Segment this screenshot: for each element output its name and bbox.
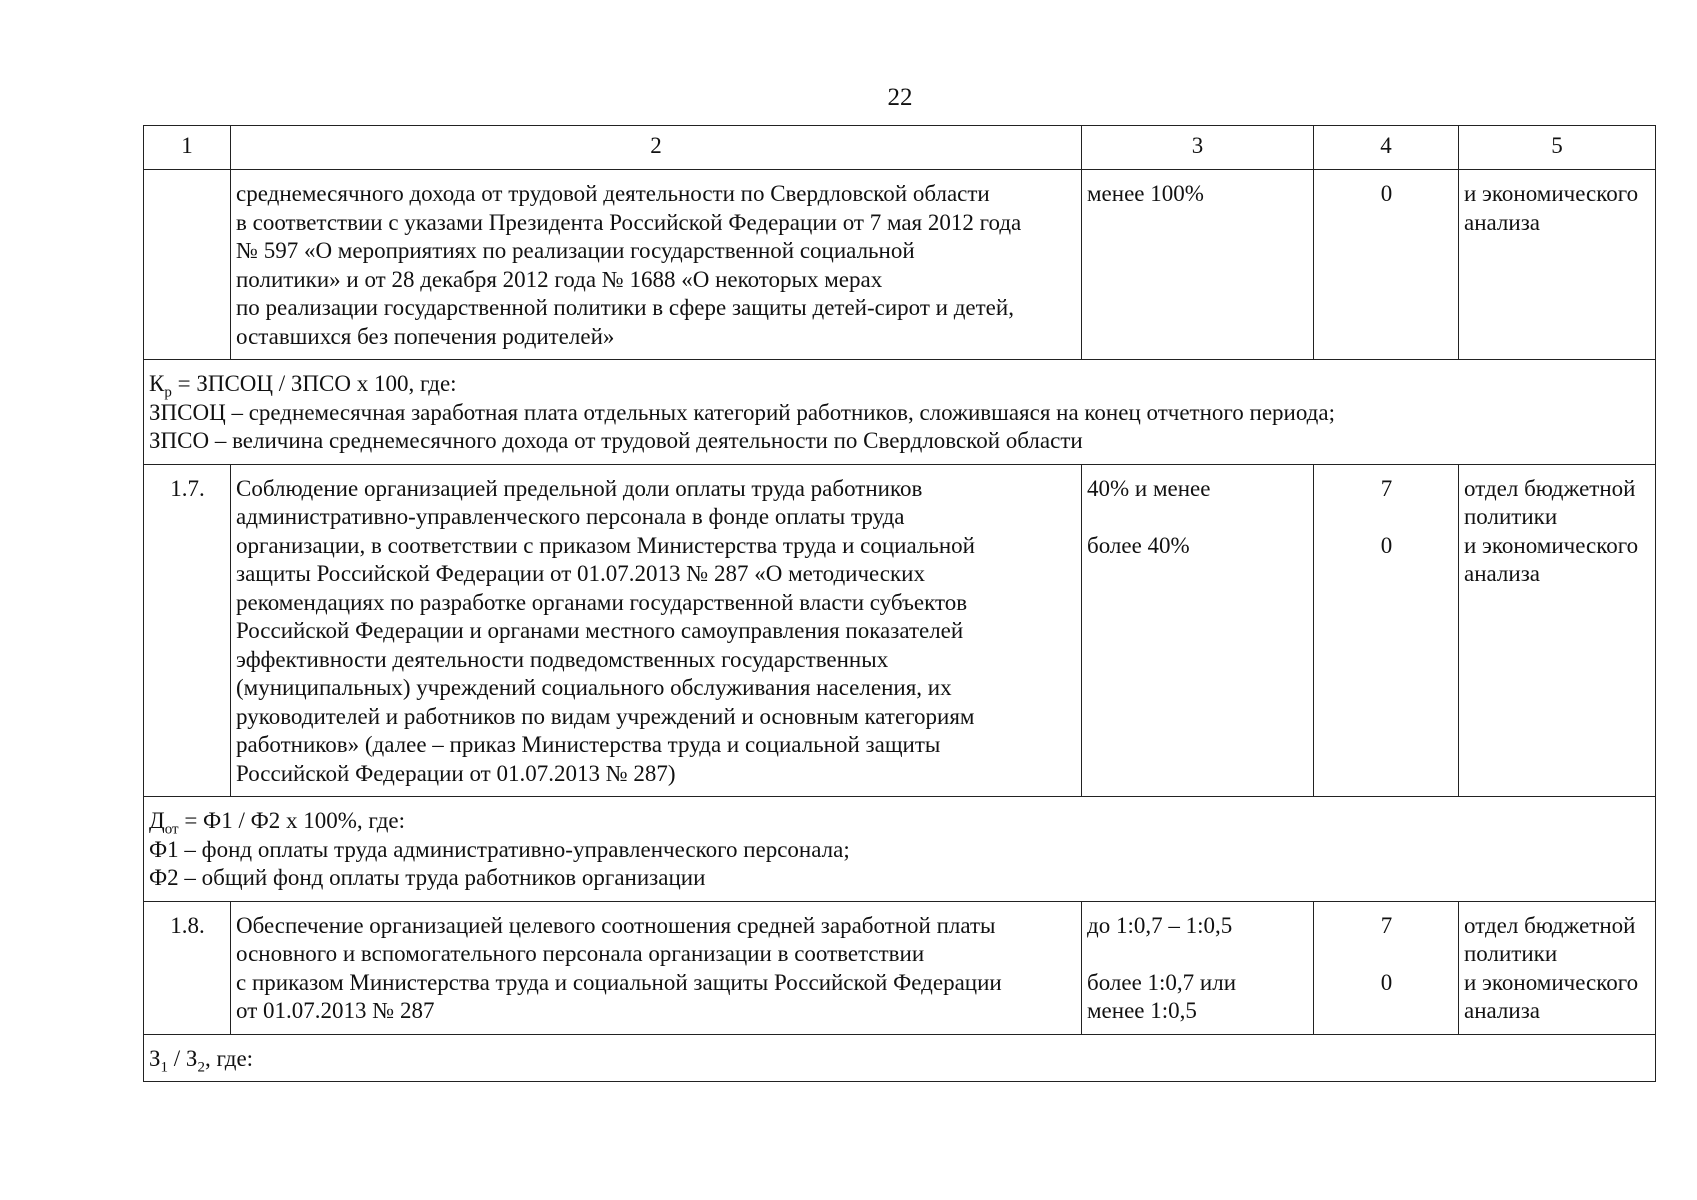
- criteria-table: [143, 125, 1656, 1082]
- formula-dot: [144, 797, 1656, 902]
- formula-symbol: Д: [149, 808, 165, 833]
- formula-subscript: р: [164, 384, 172, 401]
- row-number: 1.7.: [144, 464, 231, 797]
- table-row-continuation: [144, 170, 1656, 360]
- description-line: от 01.07.2013 № 287: [236, 998, 435, 1023]
- responsible-line: анализа: [1464, 209, 1541, 235]
- criteria-value: до 1:0,7 – 1:0,5: [1087, 912, 1233, 938]
- responsible-line: политики: [1464, 504, 1558, 529]
- description-line: административно-управленческого персонала в фонде оплаты труда: [236, 504, 905, 529]
- criteria-value: более 1:0,7 или: [1087, 969, 1237, 995]
- responsible-line: политики: [1464, 941, 1558, 966]
- formula-subscript: 2: [197, 1059, 205, 1076]
- row-number: 1.8.: [144, 901, 231, 1034]
- header-col-1: 1: [144, 126, 231, 170]
- row-description: [231, 170, 1082, 360]
- formula-z: [144, 1034, 1656, 1082]
- score-value: 7: [1380, 912, 1393, 938]
- formula-definition: Ф2 – общий фонд оплаты труда работников организации: [149, 865, 706, 890]
- page-number: 22: [887, 84, 913, 111]
- responsible-line: анализа: [1464, 561, 1541, 586]
- row-criteria: [1082, 901, 1314, 1034]
- formula-line: [149, 370, 1651, 399]
- description-line: Обеспечение организацией целевого соотношения средней заработной платы: [236, 912, 996, 938]
- responsible-line: отдел бюджетной: [1464, 912, 1636, 938]
- row-description: [231, 901, 1082, 1034]
- description-line: работников» (далее – приказ Министерства труда и социальной защиты: [236, 732, 941, 757]
- formula-line: [149, 807, 1651, 836]
- criteria-value: менее 1:0,5: [1087, 998, 1197, 1023]
- formula-expression: , где:: [204, 1045, 254, 1071]
- row-responsible: [1459, 901, 1656, 1034]
- row-criteria: [1082, 170, 1314, 360]
- score-value: 0: [1380, 181, 1393, 206]
- row-responsible: [1459, 464, 1656, 797]
- description-line: среднемесячного дохода от трудовой деятельности по Свердловской области: [236, 181, 990, 206]
- criteria-value: менее 100%: [1087, 181, 1204, 206]
- description-line: № 597 «О мероприятиях по реализации государственной социальной: [236, 238, 915, 263]
- description-line: руководителей и работников по видам учреждений и основным категориям: [236, 703, 975, 729]
- formula-definition: ЗПСО – величина среднемесячного дохода от трудовой деятельности по Свердловской области: [149, 428, 1083, 453]
- description-line: в соответствии с указами Президента Российской Федерации от 7 мая 2012 года: [236, 209, 1022, 235]
- score-value: 0: [1380, 532, 1393, 558]
- formula-symbol: К: [149, 371, 165, 396]
- formula-row-z: [144, 1034, 1656, 1082]
- responsible-line: отдел бюджетной: [1464, 475, 1636, 501]
- header-col-5: 5: [1459, 126, 1656, 170]
- row-criteria: [1082, 464, 1314, 797]
- criteria-value: 40% и менее: [1087, 475, 1211, 501]
- formula-symbol: / З: [168, 1045, 198, 1071]
- description-line: основного и вспомогательного персонала организации в соответствии: [236, 941, 925, 966]
- formula-row-kr: [144, 360, 1656, 465]
- responsible-line: и экономического: [1464, 532, 1639, 558]
- formula-subscript: 1: [160, 1059, 169, 1076]
- row-responsible: [1459, 170, 1656, 360]
- description-line: по реализации государственной политики в сфере защиты детей-сирот и детей,: [236, 295, 1014, 320]
- formula-line: [149, 1045, 1651, 1074]
- description-line: оставшихся без попечения родителей»: [236, 323, 615, 349]
- description-line: с приказом Министерства труда и социальной защиты Российской Федерации: [236, 969, 1002, 995]
- table-row-1-7: [144, 464, 1656, 797]
- description-line: политики» и от 28 декабря 2012 года № 1688 «О некоторых мерах: [236, 266, 883, 292]
- formula-expression: = Ф1 / Ф2 x 100%, где:: [178, 808, 406, 833]
- table-row-1-8: [144, 901, 1656, 1034]
- formula-definition: Ф1 – фонд оплаты труда административно-управленческого персонала;: [149, 836, 850, 862]
- score-value: 0: [1380, 969, 1393, 995]
- formula-row-dot: [144, 797, 1656, 902]
- header-col-2: 2: [231, 126, 1082, 170]
- header-col-4: 4: [1314, 126, 1459, 170]
- description-line: Соблюдение организацией предельной доли оплаты труда работников: [236, 475, 923, 501]
- formula-subscript: от: [164, 821, 179, 838]
- description-line: защиты Российской Федерации от 01.07.2013 № 287 «О методических: [236, 561, 925, 586]
- description-line: организации, в соответствии с приказом Министерства труда и социальной: [236, 532, 975, 558]
- header-row: [144, 126, 1656, 170]
- formula-expression: = ЗПСОЦ / ЗПСО x 100, где:: [171, 371, 457, 396]
- row-score: [1314, 901, 1459, 1034]
- description-line: рекомендациях по разработке органами государственной власти субъектов: [236, 589, 968, 615]
- score-value: 7: [1380, 475, 1393, 501]
- row-number: [144, 170, 231, 360]
- row-score: [1314, 170, 1459, 360]
- responsible-line: и экономического: [1464, 181, 1639, 206]
- description-line: Российской Федерации и органами местного самоуправления показателей: [236, 618, 964, 643]
- formula-kr: [144, 360, 1656, 465]
- header-col-3: 3: [1082, 126, 1314, 170]
- responsible-line: и экономического: [1464, 969, 1639, 995]
- description-line: Российской Федерации от 01.07.2013 № 287): [236, 760, 676, 786]
- row-score: [1314, 464, 1459, 797]
- formula-symbol: З: [149, 1045, 161, 1071]
- description-line: эффективности деятельности подведомственных государственных: [236, 646, 889, 672]
- criteria-value: более 40%: [1087, 532, 1190, 558]
- description-line: (муниципальных) учреждений социального обслуживания населения, их: [236, 675, 952, 700]
- row-description: [231, 464, 1082, 797]
- formula-definition: ЗПСОЦ – среднемесячная заработная плата отдельных категорий работников, сложившаяся на конец отчетного периода;: [149, 399, 1335, 425]
- responsible-line: анализа: [1464, 998, 1541, 1023]
